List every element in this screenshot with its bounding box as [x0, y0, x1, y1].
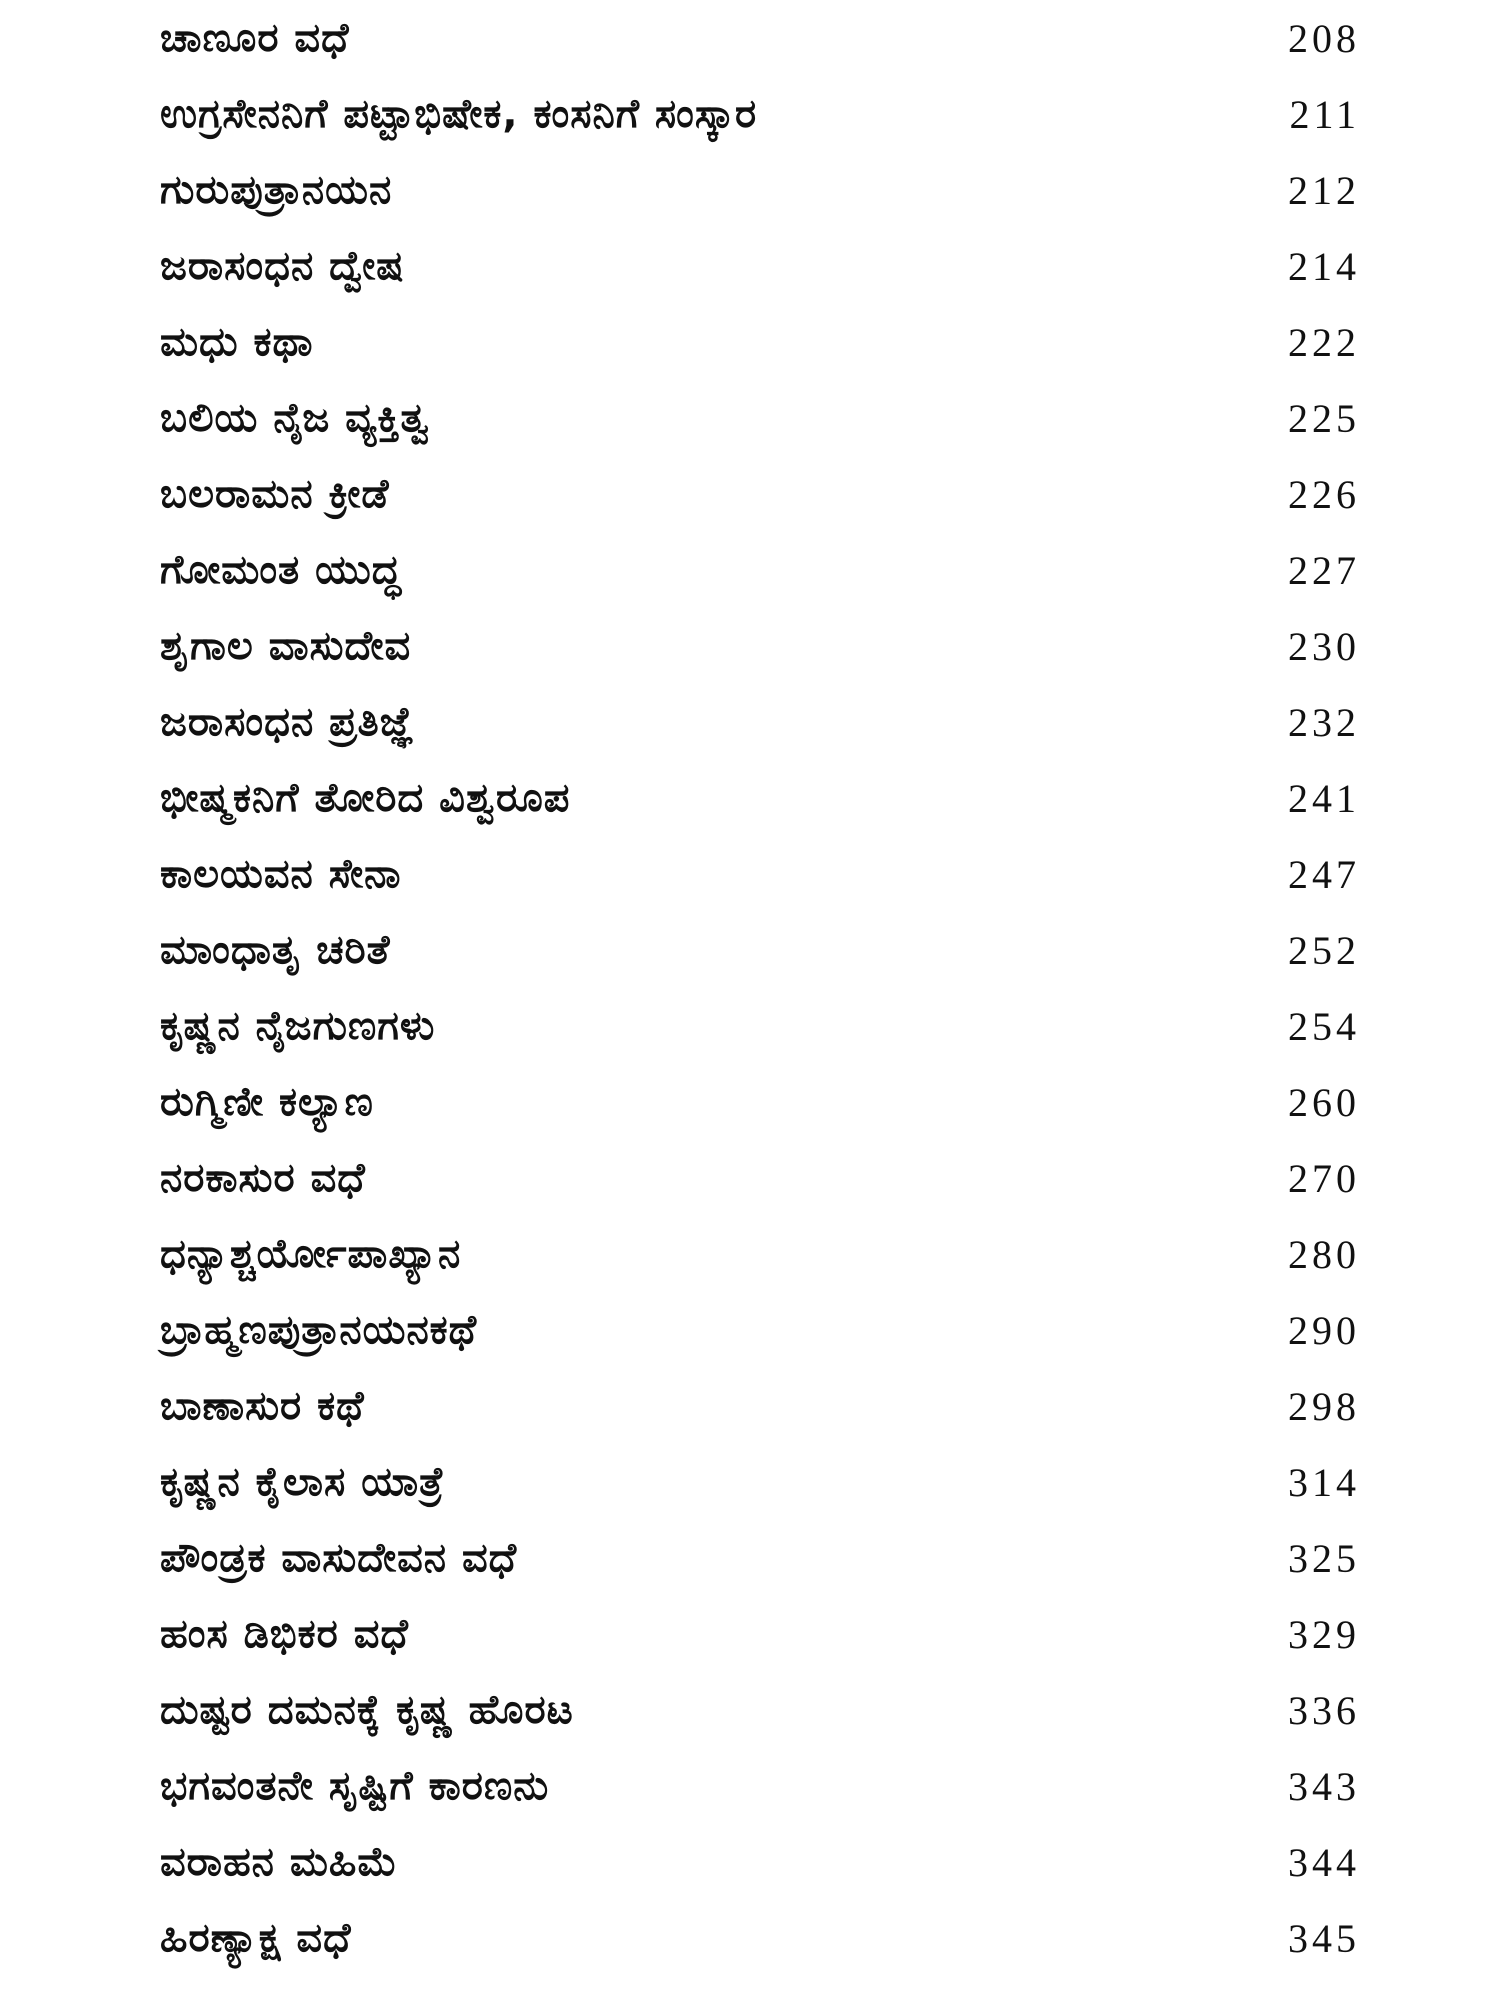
toc-entry-title: ಗುರುಪುತ್ರಾನಯನ	[160, 167, 393, 213]
toc-entry-title: ಪೌಂಡ್ರಕ ವಾಸುದೇವನ ವಧೆ	[160, 1535, 518, 1581]
toc-entry-title: ರುಗ್ಮಿಣೀ ಕಲ್ಯಾಣ	[160, 1079, 374, 1125]
toc-entry	[160, 1824, 1360, 1900]
toc-entry-page: 227	[1288, 547, 1360, 593]
toc-entry	[160, 608, 1360, 684]
toc-entry	[160, 1140, 1360, 1216]
toc-entry-title: ಬಲರಾಮನ ಕ್ರೀಡೆ	[160, 471, 390, 517]
toc-entry	[160, 380, 1360, 456]
toc-entry-page: 247	[1288, 851, 1360, 897]
toc-entry-page: 329	[1288, 1611, 1360, 1657]
toc-entry-page: 232	[1288, 699, 1360, 745]
toc-entry-title: ಧನ್ಯಾಶ್ಚರ್ಯೋಪಾಖ್ಯಾನ	[160, 1231, 462, 1277]
toc-entry-title: ಬಲಿಯ ನೈಜ ವ್ಯಕ್ತಿತ್ವ	[160, 395, 430, 441]
toc-entry-page: 226	[1288, 471, 1360, 517]
toc-entry-page: 211	[1289, 91, 1360, 137]
toc-entry-page: 325	[1288, 1535, 1360, 1581]
toc-entry	[160, 304, 1360, 380]
toc-entry-title: ಭಗವಂತನೇ ಸೃಷ್ಟಿಗೆ ಕಾರಣನು	[160, 1763, 550, 1809]
toc-entry-title: ಮಧು ಕಥಾ	[160, 319, 314, 365]
toc-entry-title: ನರಕಾಸುರ ವಧೆ	[160, 1155, 366, 1201]
toc-entry-page: 280	[1288, 1231, 1360, 1277]
toc-entry-title: ಹಂಸ ಡಿಭಿಕರ ವಧೆ	[160, 1611, 409, 1657]
toc-entry-title: ಕಾಲಯವನ ಸೇನಾ	[160, 851, 402, 897]
toc-entry	[160, 912, 1360, 988]
toc-entry-page: 225	[1288, 395, 1360, 441]
toc-entry-page: 290	[1288, 1307, 1360, 1353]
toc-entry-title: ಭೀಷ್ಮಕನಿಗೆ ತೋರಿದ ವಿಶ್ವರೂಪ	[160, 775, 571, 821]
toc-entry-page: 212	[1288, 167, 1360, 213]
toc-entry	[160, 1292, 1360, 1368]
toc-entry-title: ಜರಾಸಂಧನ ದ್ವೇಷ	[160, 243, 405, 289]
toc-entry	[160, 1216, 1360, 1292]
toc-entry	[160, 760, 1360, 836]
toc-entry	[160, 0, 1360, 76]
toc-entry-title: ಹಿರಣ್ಯಾಕ್ಷ ವಧೆ	[160, 1915, 352, 1961]
toc-entry-page: 270	[1288, 1155, 1360, 1201]
toc-entry	[160, 1064, 1360, 1140]
toc-entry	[160, 1444, 1360, 1520]
toc-entry-title: ದುಷ್ಟರ ದಮನಕ್ಕೆ ಕೃಷ್ಣ ಹೊರಟ	[160, 1687, 574, 1733]
toc-entry-page: 208	[1288, 15, 1360, 61]
toc-entry	[160, 228, 1360, 304]
toc-entry-page: 214	[1288, 243, 1360, 289]
toc-entry-page: 345	[1288, 1915, 1360, 1961]
toc-entry-title: ಗೋಮಂತ ಯುದ್ಧ	[160, 547, 402, 593]
toc-entry-page: 252	[1288, 927, 1360, 973]
toc-entry-title: ಉಗ್ರಸೇನನಿಗೆ ಪಟ್ಟಾಭಿಷೇಕ, ಕಂಸನಿಗೆ ಸಂಸ್ಕಾರ	[160, 91, 758, 137]
toc-entry	[160, 152, 1360, 228]
toc-entry	[160, 836, 1360, 912]
toc-entry	[160, 456, 1360, 532]
toc-entry-page: 314	[1288, 1459, 1360, 1505]
toc-entry-page: 260	[1288, 1079, 1360, 1125]
toc-entry	[160, 1748, 1360, 1824]
toc-entry-title: ಬ್ರಾಹ್ಮಣಪುತ್ರಾನಯನಕಥೆ	[160, 1307, 478, 1353]
toc-entry	[160, 1596, 1360, 1672]
toc-entry	[160, 1672, 1360, 1748]
toc-entry-page: 298	[1288, 1383, 1360, 1429]
toc-entry	[160, 532, 1360, 608]
toc-entry-page: 222	[1288, 319, 1360, 365]
toc-entry-title: ಕೃಷ್ಣನ ಕೈಲಾಸ ಯಾತ್ರೆ	[160, 1459, 445, 1505]
toc-entry	[160, 76, 1360, 152]
toc-entry-title: ಕೃಷ್ಣನ ನೈಜಗುಣಗಳು	[160, 1003, 436, 1049]
toc-entry	[160, 988, 1360, 1064]
toc-entry	[160, 1368, 1360, 1444]
toc-entry-page: 336	[1288, 1687, 1360, 1733]
toc-entry-title: ಮಾಂಧಾತೃ ಚರಿತೆ	[160, 927, 391, 973]
toc-entry-title: ವರಾಹನ ಮಹಿಮೆ	[160, 1839, 399, 1885]
toc-entry	[160, 684, 1360, 760]
toc-entry-page: 254	[1288, 1003, 1360, 1049]
toc-entry-title: ಜರಾಸಂಧನ ಪ್ರತಿಜ್ಞೆ	[160, 699, 415, 745]
toc-entry-title: ಶೃಗಾಲ ವಾಸುದೇವ	[160, 623, 412, 669]
toc-entry-title: ಬಾಣಾಸುರ ಕಥೆ	[160, 1383, 365, 1429]
toc-entry-title: ಚಾಣೂರ ವಧೆ	[160, 15, 350, 61]
toc-entry-page: 343	[1288, 1763, 1360, 1809]
toc-entry	[160, 1900, 1360, 1976]
toc-entry	[160, 1520, 1360, 1596]
toc-entry-page: 241	[1288, 775, 1360, 821]
toc-entry-page: 230	[1288, 623, 1360, 669]
toc-entry-page: 344	[1288, 1839, 1360, 1885]
